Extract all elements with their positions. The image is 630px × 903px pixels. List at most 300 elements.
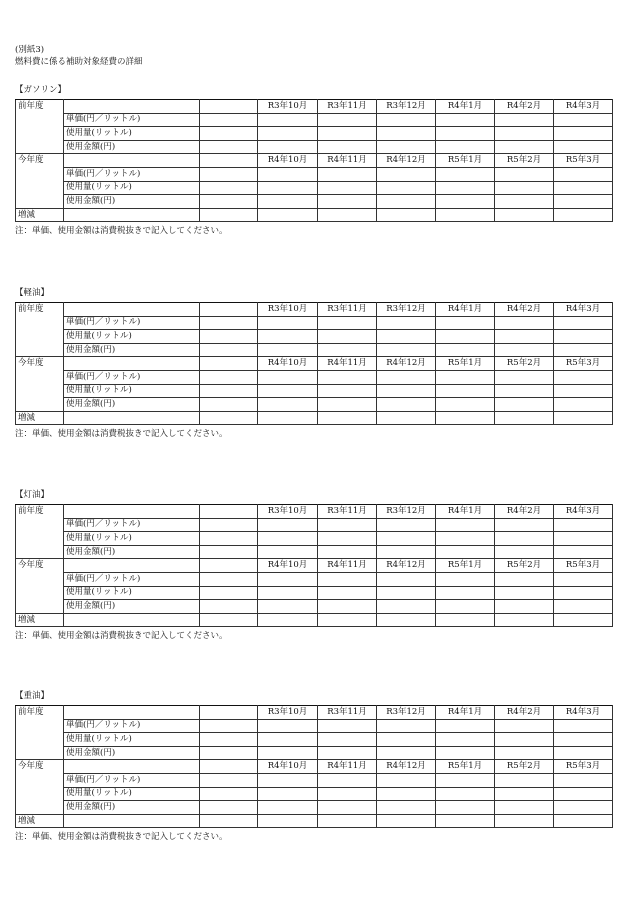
entry-cell[interactable]: [554, 719, 613, 733]
item-label: 使用量(リットル): [64, 330, 200, 344]
entry-cell[interactable]: [554, 801, 613, 815]
entry-cell[interactable]: [377, 127, 436, 141]
month-header: R4年12月: [377, 154, 436, 168]
entry-cell[interactable]: [554, 518, 613, 532]
entry-cell[interactable]: [200, 586, 258, 600]
entry-cell[interactable]: [436, 127, 495, 141]
entry-cell[interactable]: [200, 384, 258, 398]
year-header-row: [16, 100, 613, 114]
month-header: R4年10月: [258, 357, 318, 371]
entry-cell[interactable]: [258, 801, 318, 815]
blank-cell: [64, 357, 200, 371]
entry-cell[interactable]: [258, 398, 318, 412]
month-header: R5年2月: [495, 154, 554, 168]
fuel-cost-table: [15, 99, 613, 222]
change-label: 増減: [16, 613, 64, 627]
entry-cell[interactable]: [318, 572, 377, 586]
fuel-cost-table: [15, 705, 613, 828]
entry-cell[interactable]: [436, 719, 495, 733]
entry-cell[interactable]: [495, 518, 554, 532]
entry-cell[interactable]: [436, 398, 495, 412]
entry-cell[interactable]: [495, 600, 554, 614]
entry-cell[interactable]: [258, 384, 318, 398]
blank-cell: [200, 706, 258, 720]
entry-cell[interactable]: [200, 370, 258, 384]
entry-cell[interactable]: [318, 370, 377, 384]
year-label: 今年度: [16, 760, 64, 774]
entry-cell[interactable]: [258, 195, 318, 209]
entry-cell[interactable]: [200, 600, 258, 614]
entry-cell[interactable]: [258, 140, 318, 154]
year-label: 今年度: [16, 154, 64, 168]
month-header: R4年2月: [495, 100, 554, 114]
month-header: R4年3月: [554, 505, 613, 519]
entry-cell[interactable]: [554, 773, 613, 787]
entry-cell[interactable]: [318, 398, 377, 412]
entry-cell[interactable]: [258, 411, 318, 425]
blank-cell: [200, 559, 258, 573]
entry-cell[interactable]: [200, 719, 258, 733]
entry-cell[interactable]: [377, 600, 436, 614]
entry-cell[interactable]: [377, 545, 436, 559]
month-header: R3年10月: [258, 505, 318, 519]
month-header: R5年1月: [436, 559, 495, 573]
entry-cell[interactable]: [258, 370, 318, 384]
entry-cell[interactable]: [436, 316, 495, 330]
entry-cell[interactable]: [200, 411, 258, 425]
document-title: 燃料費に係る補助対象経費の詳細: [15, 57, 143, 67]
month-header: R5年1月: [436, 357, 495, 371]
blank-cell: [64, 208, 200, 222]
entry-cell[interactable]: [495, 572, 554, 586]
year-header-row: [16, 154, 613, 168]
entry-cell[interactable]: [200, 746, 258, 760]
table-row: [16, 127, 613, 141]
entry-cell[interactable]: [495, 545, 554, 559]
tax-note: 注：単価、使用金額は消費税抜きで記入してください。: [15, 631, 228, 642]
month-header: R5年2月: [495, 357, 554, 371]
entry-cell[interactable]: [554, 814, 613, 828]
entry-cell[interactable]: [258, 773, 318, 787]
entry-cell[interactable]: [554, 127, 613, 141]
blank-cell: [64, 706, 200, 720]
blank-cell: [200, 760, 258, 774]
entry-cell[interactable]: [377, 384, 436, 398]
entry-cell[interactable]: [318, 773, 377, 787]
section-title: 【ガソリン】: [15, 85, 67, 95]
entry-cell[interactable]: [200, 343, 258, 357]
entry-cell[interactable]: [258, 518, 318, 532]
entry-cell[interactable]: [554, 787, 613, 801]
entry-cell[interactable]: [318, 330, 377, 344]
entry-cell[interactable]: [495, 370, 554, 384]
entry-cell[interactable]: [258, 545, 318, 559]
entry-cell[interactable]: [258, 181, 318, 195]
entry-cell[interactable]: [436, 411, 495, 425]
blank-cell: [16, 787, 64, 801]
entry-cell[interactable]: [495, 330, 554, 344]
entry-cell[interactable]: [495, 113, 554, 127]
month-header: R4年11月: [318, 760, 377, 774]
entry-cell[interactable]: [554, 208, 613, 222]
entry-cell[interactable]: [318, 127, 377, 141]
entry-cell[interactable]: [495, 801, 554, 815]
blank-cell: [16, 140, 64, 154]
change-label: 増減: [16, 411, 64, 425]
entry-cell[interactable]: [436, 343, 495, 357]
entry-cell[interactable]: [495, 343, 554, 357]
entry-cell[interactable]: [377, 140, 436, 154]
entry-cell[interactable]: [377, 746, 436, 760]
entry-cell[interactable]: [258, 733, 318, 747]
entry-cell[interactable]: [318, 814, 377, 828]
entry-cell[interactable]: [200, 613, 258, 627]
entry-cell[interactable]: [200, 398, 258, 412]
entry-cell[interactable]: [495, 167, 554, 181]
month-header: R3年11月: [318, 706, 377, 720]
entry-cell[interactable]: [377, 801, 436, 815]
entry-cell[interactable]: [495, 746, 554, 760]
entry-cell[interactable]: [436, 384, 495, 398]
entry-cell[interactable]: [436, 586, 495, 600]
entry-cell[interactable]: [318, 411, 377, 425]
entry-cell[interactable]: [377, 343, 436, 357]
entry-cell[interactable]: [200, 545, 258, 559]
entry-cell[interactable]: [318, 113, 377, 127]
entry-cell[interactable]: [200, 330, 258, 344]
blank-cell: [16, 719, 64, 733]
entry-cell[interactable]: [258, 343, 318, 357]
year-header-row: [16, 706, 613, 720]
entry-cell[interactable]: [377, 572, 436, 586]
item-label: 使用金額(円): [64, 600, 200, 614]
entry-cell[interactable]: [377, 613, 436, 627]
blank-cell: [16, 746, 64, 760]
entry-cell[interactable]: [436, 787, 495, 801]
entry-cell[interactable]: [554, 113, 613, 127]
blank-cell: [200, 154, 258, 168]
entry-cell[interactable]: [554, 545, 613, 559]
entry-cell[interactable]: [258, 586, 318, 600]
change-row: [16, 411, 613, 425]
entry-cell[interactable]: [495, 719, 554, 733]
entry-cell[interactable]: [495, 787, 554, 801]
entry-cell[interactable]: [554, 330, 613, 344]
entry-cell[interactable]: [436, 733, 495, 747]
entry-cell[interactable]: [258, 572, 318, 586]
entry-cell[interactable]: [377, 814, 436, 828]
entry-cell[interactable]: [436, 370, 495, 384]
entry-cell[interactable]: [318, 167, 377, 181]
blank-cell: [16, 195, 64, 209]
entry-cell[interactable]: [318, 719, 377, 733]
entry-cell[interactable]: [554, 343, 613, 357]
entry-cell[interactable]: [200, 814, 258, 828]
entry-cell[interactable]: [436, 208, 495, 222]
blank-cell: [16, 113, 64, 127]
blank-cell: [16, 545, 64, 559]
entry-cell[interactable]: [436, 613, 495, 627]
month-header: R4年12月: [377, 559, 436, 573]
entry-cell[interactable]: [554, 140, 613, 154]
entry-cell[interactable]: [495, 181, 554, 195]
entry-cell[interactable]: [377, 733, 436, 747]
entry-cell[interactable]: [377, 113, 436, 127]
entry-cell[interactable]: [258, 532, 318, 546]
entry-cell[interactable]: [554, 600, 613, 614]
item-label: 使用量(リットル): [64, 733, 200, 747]
entry-cell[interactable]: [258, 746, 318, 760]
year-label: 前年度: [16, 100, 64, 114]
entry-cell[interactable]: [436, 113, 495, 127]
year-header-row: [16, 303, 613, 317]
month-header: R4年10月: [258, 760, 318, 774]
table-row: [16, 719, 613, 733]
table-row: [16, 330, 613, 344]
entry-cell[interactable]: [436, 572, 495, 586]
item-label: 使用金額(円): [64, 746, 200, 760]
entry-cell[interactable]: [554, 746, 613, 760]
entry-cell[interactable]: [377, 411, 436, 425]
item-label: 使用量(リットル): [64, 384, 200, 398]
blank-cell: [16, 384, 64, 398]
entry-cell[interactable]: [495, 384, 554, 398]
month-header: R5年2月: [495, 559, 554, 573]
entry-cell[interactable]: [377, 181, 436, 195]
entry-cell[interactable]: [554, 733, 613, 747]
entry-cell[interactable]: [200, 572, 258, 586]
month-header: R5年3月: [554, 760, 613, 774]
entry-cell[interactable]: [495, 195, 554, 209]
entry-cell[interactable]: [258, 600, 318, 614]
entry-cell[interactable]: [436, 330, 495, 344]
entry-cell[interactable]: [495, 814, 554, 828]
entry-cell[interactable]: [436, 600, 495, 614]
month-header: R3年12月: [377, 303, 436, 317]
entry-cell[interactable]: [495, 127, 554, 141]
entry-cell[interactable]: [200, 167, 258, 181]
entry-cell[interactable]: [377, 586, 436, 600]
entry-cell[interactable]: [200, 532, 258, 546]
entry-cell[interactable]: [495, 398, 554, 412]
blank-cell: [16, 518, 64, 532]
entry-cell[interactable]: [258, 208, 318, 222]
entry-cell[interactable]: [258, 814, 318, 828]
month-header: R3年11月: [318, 505, 377, 519]
month-header: R3年10月: [258, 100, 318, 114]
entry-cell[interactable]: [258, 613, 318, 627]
entry-cell[interactable]: [495, 140, 554, 154]
entry-cell[interactable]: [318, 746, 377, 760]
entry-cell[interactable]: [554, 370, 613, 384]
entry-cell[interactable]: [377, 195, 436, 209]
entry-cell[interactable]: [495, 532, 554, 546]
month-header: R3年12月: [377, 505, 436, 519]
month-header: R4年2月: [495, 303, 554, 317]
table-row: [16, 195, 613, 209]
entry-cell[interactable]: [318, 140, 377, 154]
blank-cell: [16, 181, 64, 195]
entry-cell[interactable]: [495, 586, 554, 600]
entry-cell[interactable]: [554, 384, 613, 398]
month-header: R4年11月: [318, 154, 377, 168]
entry-cell[interactable]: [377, 719, 436, 733]
entry-cell[interactable]: [377, 398, 436, 412]
year-header-row: [16, 357, 613, 371]
entry-cell[interactable]: [436, 814, 495, 828]
entry-cell[interactable]: [495, 733, 554, 747]
entry-cell[interactable]: [495, 208, 554, 222]
year-header-row: [16, 559, 613, 573]
month-header: R3年11月: [318, 100, 377, 114]
item-label: 使用金額(円): [64, 140, 200, 154]
entry-cell[interactable]: [258, 113, 318, 127]
item-label: 使用金額(円): [64, 398, 200, 412]
entry-cell[interactable]: [377, 532, 436, 546]
entry-cell[interactable]: [318, 600, 377, 614]
entry-cell[interactable]: [495, 613, 554, 627]
blank-cell: [16, 370, 64, 384]
entry-cell[interactable]: [495, 411, 554, 425]
item-label: 使用量(リットル): [64, 127, 200, 141]
entry-cell[interactable]: [377, 773, 436, 787]
change-label: 増減: [16, 208, 64, 222]
blank-cell: [16, 532, 64, 546]
entry-cell[interactable]: [318, 613, 377, 627]
entry-cell[interactable]: [318, 545, 377, 559]
entry-cell[interactable]: [258, 316, 318, 330]
table-row: [16, 545, 613, 559]
entry-cell[interactable]: [318, 532, 377, 546]
entry-cell[interactable]: [554, 613, 613, 627]
entry-cell[interactable]: [318, 343, 377, 357]
entry-cell[interactable]: [318, 518, 377, 532]
change-row: [16, 613, 613, 627]
entry-cell[interactable]: [318, 733, 377, 747]
table-row: [16, 733, 613, 747]
entry-cell[interactable]: [436, 167, 495, 181]
entry-cell[interactable]: [377, 370, 436, 384]
entry-cell[interactable]: [258, 330, 318, 344]
entry-cell[interactable]: [258, 167, 318, 181]
entry-cell[interactable]: [318, 208, 377, 222]
entry-cell[interactable]: [436, 532, 495, 546]
table-row: [16, 532, 613, 546]
entry-cell[interactable]: [554, 398, 613, 412]
month-header: R5年3月: [554, 357, 613, 371]
month-header: R5年1月: [436, 760, 495, 774]
blank-cell: [16, 167, 64, 181]
item-label: 使用金額(円): [64, 195, 200, 209]
entry-cell[interactable]: [318, 384, 377, 398]
entry-cell[interactable]: [318, 586, 377, 600]
item-label: 単価(円／リットル): [64, 719, 200, 733]
change-row: [16, 208, 613, 222]
entry-cell[interactable]: [436, 773, 495, 787]
entry-cell[interactable]: [377, 208, 436, 222]
entry-cell[interactable]: [318, 801, 377, 815]
entry-cell[interactable]: [258, 787, 318, 801]
blank-cell: [200, 100, 258, 114]
entry-cell[interactable]: [554, 316, 613, 330]
entry-cell[interactable]: [554, 586, 613, 600]
entry-cell[interactable]: [436, 195, 495, 209]
year-label: 前年度: [16, 303, 64, 317]
entry-cell[interactable]: [200, 208, 258, 222]
blank-cell: [16, 801, 64, 815]
entry-cell[interactable]: [200, 140, 258, 154]
blank-cell: [16, 586, 64, 600]
fuel-cost-table: [15, 504, 613, 627]
table-row: [16, 600, 613, 614]
entry-cell[interactable]: [554, 572, 613, 586]
blank-cell: [16, 343, 64, 357]
entry-cell[interactable]: [436, 746, 495, 760]
entry-cell[interactable]: [436, 545, 495, 559]
entry-cell[interactable]: [377, 316, 436, 330]
entry-cell[interactable]: [377, 787, 436, 801]
entry-cell[interactable]: [554, 181, 613, 195]
entry-cell[interactable]: [377, 167, 436, 181]
entry-cell[interactable]: [318, 787, 377, 801]
entry-cell[interactable]: [436, 140, 495, 154]
blank-cell: [16, 330, 64, 344]
month-header: R3年12月: [377, 706, 436, 720]
month-header: R4年11月: [318, 559, 377, 573]
entry-cell[interactable]: [200, 127, 258, 141]
entry-cell[interactable]: [200, 195, 258, 209]
entry-cell[interactable]: [495, 773, 554, 787]
entry-cell[interactable]: [554, 411, 613, 425]
entry-cell[interactable]: [436, 518, 495, 532]
entry-cell[interactable]: [200, 801, 258, 815]
entry-cell[interactable]: [554, 195, 613, 209]
entry-cell[interactable]: [554, 167, 613, 181]
entry-cell[interactable]: [200, 787, 258, 801]
item-label: 単価(円／リットル): [64, 572, 200, 586]
month-header: R4年12月: [377, 357, 436, 371]
entry-cell[interactable]: [200, 773, 258, 787]
entry-cell[interactable]: [436, 801, 495, 815]
entry-cell[interactable]: [377, 330, 436, 344]
section-title: 【軽油】: [15, 288, 50, 298]
entry-cell[interactable]: [258, 719, 318, 733]
attachment-label: (別紙3): [15, 45, 45, 55]
entry-cell[interactable]: [495, 316, 554, 330]
entry-cell[interactable]: [318, 316, 377, 330]
entry-cell[interactable]: [554, 532, 613, 546]
fuel-section: [15, 489, 613, 642]
entry-cell[interactable]: [318, 195, 377, 209]
entry-cell[interactable]: [318, 181, 377, 195]
item-label: 単価(円／リットル): [64, 113, 200, 127]
entry-cell[interactable]: [436, 181, 495, 195]
blank-cell: [200, 303, 258, 317]
change-label: 増減: [16, 814, 64, 828]
entry-cell[interactable]: [200, 518, 258, 532]
blank-cell: [16, 600, 64, 614]
blank-cell: [200, 505, 258, 519]
entry-cell[interactable]: [200, 181, 258, 195]
entry-cell[interactable]: [200, 733, 258, 747]
entry-cell[interactable]: [200, 316, 258, 330]
year-label: 前年度: [16, 706, 64, 720]
month-header: R4年10月: [258, 559, 318, 573]
entry-cell[interactable]: [258, 127, 318, 141]
entry-cell[interactable]: [377, 518, 436, 532]
table-row: [16, 787, 613, 801]
entry-cell[interactable]: [200, 113, 258, 127]
